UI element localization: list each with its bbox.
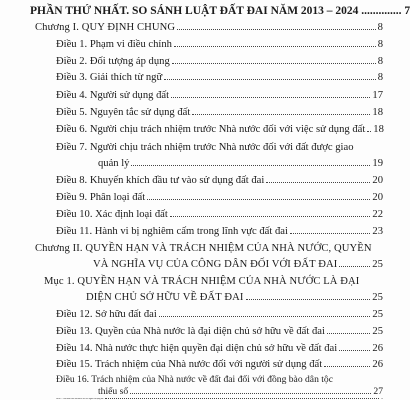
part-title-page: 7 [404, 5, 410, 17]
leader-dots [339, 266, 370, 267]
toc-entry-chuong-2-line2[interactable] [93, 259, 383, 270]
toc-label: Điều 10. Xác định loại đất [56, 209, 168, 220]
toc-entry-dieu-3[interactable] [56, 72, 383, 83]
toc-page: 20 [372, 175, 383, 186]
leader-dots [324, 366, 370, 367]
toc-page: 8 [377, 56, 383, 67]
toc-entry-dieu-12[interactable] [56, 309, 383, 320]
toc-entry-dieu-10[interactable] [56, 209, 383, 220]
toc-entry-dieu-14[interactable] [56, 343, 383, 354]
toc-entry-dieu-11[interactable] [56, 226, 383, 237]
part-title-dots: .............. [361, 5, 402, 17]
toc-label: Điều 17. Bảo đảm của Nhà nước đối với người sử dụng đất [56, 398, 104, 400]
toc-page: 18 [372, 107, 383, 118]
toc-entry-dieu-9[interactable] [56, 192, 383, 203]
toc-page: 8 [377, 72, 383, 83]
toc-page: 8 [377, 39, 383, 50]
toc-page: 8 [377, 22, 383, 33]
toc-label: Điều 12. Sở hữu đất đai [56, 309, 157, 320]
toc-label: VÀ NGHĨA VỤ CỦA CÔNG DÂN ĐỐI VỚI ĐẤT ĐAI [93, 259, 338, 270]
toc-label: DIỆN CHỦ SỞ HỮU VỀ ĐẤT ĐAI [86, 292, 244, 303]
leader-dots [367, 131, 371, 132]
toc-entry-muc-1-line1[interactable]: Mục 1. QUYỀN HẠN VÀ TRÁCH NHIỆM CỦA NHÀ NƯỚC LÀ ĐẠI [44, 276, 360, 287]
leader-dots [130, 393, 371, 394]
toc-entry-dieu-16-line1[interactable]: Điều 16. Trách nhiệm của Nhà nước về đất đai đối với đồng bào dân tộc [56, 374, 333, 385]
toc-entry-dieu-6[interactable] [56, 124, 383, 135]
toc-page: 25 [372, 326, 383, 337]
leader-dots [174, 46, 376, 47]
toc-label: Điều 13. Quyền của Nhà nước là đại diện chủ sở hữu về đất đai [56, 326, 325, 337]
toc-page: 18 [373, 124, 384, 135]
part-title-line [30, 5, 410, 17]
leader-dots [177, 29, 375, 30]
toc-entry-dieu-8[interactable] [56, 175, 383, 186]
toc-label: Điều 15. Trách nhiệm của Nhà nước đối với người sử dụng đất [56, 359, 323, 370]
toc-entry-dieu-7-line2[interactable] [98, 158, 383, 169]
leader-dots [266, 182, 370, 183]
toc-entry-dieu-2[interactable] [56, 56, 383, 67]
toc-page: 23 [372, 226, 383, 237]
leader-dots [131, 165, 370, 166]
toc-entry-dieu-15[interactable] [56, 359, 383, 370]
leader-dots [170, 216, 371, 217]
toc-label: thiểu số [98, 386, 129, 397]
toc-page: 25 [372, 259, 383, 270]
toc-page: 22 [372, 209, 383, 220]
part-title: PHẦN THỨ NHẤT. SO SÁNH LUẬT ĐẤT ĐAI NĂM 2013 – 2024 [30, 5, 359, 17]
toc-label: Điều 2. Đối tượng áp dụng [56, 56, 170, 67]
toc-label: Điều 14. Nhà nước thực hiện quyền đại diện chủ sở hữu về đất đai [56, 343, 338, 354]
toc-page: 26 [372, 343, 383, 354]
leader-dots [172, 63, 376, 64]
leader-dots [164, 79, 375, 80]
toc-entry-chuong-1[interactable] [35, 22, 383, 33]
leader-dots [290, 233, 371, 234]
toc-label: Điều 1. Phạm vi điều chỉnh [56, 39, 172, 50]
toc-label: Chương I. QUY ĐỊNH CHUNG [35, 22, 176, 33]
toc-page: 20 [372, 192, 383, 203]
toc-page: 25 [372, 309, 383, 320]
leader-dots [327, 333, 370, 334]
toc-page: 19 [372, 158, 383, 169]
toc-label: Điều 6. Người chịu trách nhiệm trước Nhà nước đối với việc sử dụng đất [56, 124, 366, 135]
toc-entry-dieu-13[interactable] [56, 326, 383, 337]
toc-entry-dieu-16-line2[interactable] [98, 386, 383, 397]
leader-dots [105, 398, 379, 399]
toc-page: 25 [372, 292, 383, 303]
toc-label: Điều 9. Phân loại đất [56, 192, 146, 203]
leader-dots [159, 316, 371, 317]
toc-label: Điều 11. Hành vi bị nghiêm cấm trong lĩnh vực đất đai [56, 226, 288, 237]
toc-label: Điều 8. Khuyến khích đầu tư vào sử dụng đất đai [56, 175, 265, 186]
leader-dots [192, 114, 370, 115]
toc-page: 27 [373, 386, 383, 397]
leader-dots [339, 350, 370, 351]
toc-label: quản lý [98, 158, 130, 169]
toc-entry-chuong-2-line1[interactable]: Chương II. QUYỀN HẠN VÀ TRÁCH NHIỆM CỦA NHÀ NƯỚC, QUYỀN [35, 243, 372, 254]
leader-dots [147, 199, 370, 200]
toc-entry-dieu-1[interactable] [56, 39, 383, 50]
toc-label: Điều 5. Nguyên tắc sử dụng đất [56, 107, 191, 118]
toc-entry-dieu-4[interactable] [56, 90, 383, 101]
toc-page: 17 [372, 90, 383, 101]
toc-page: 26 [372, 359, 383, 370]
leader-dots [246, 299, 371, 300]
toc-label: Điều 4. Người sử dụng đất [56, 90, 170, 101]
toc-entry-muc-1-line2[interactable] [86, 292, 383, 303]
toc-entry-dieu-5[interactable] [56, 107, 383, 118]
toc-entry-dieu-7-line1[interactable]: Điều 7. Người chịu trách nhiệm trước Nhà nước đối với đất được giao [56, 142, 354, 153]
toc-page: 29 [381, 398, 383, 400]
leader-dots [171, 97, 370, 98]
toc-label: Điều 3. Giải thích từ ngữ [56, 72, 163, 83]
